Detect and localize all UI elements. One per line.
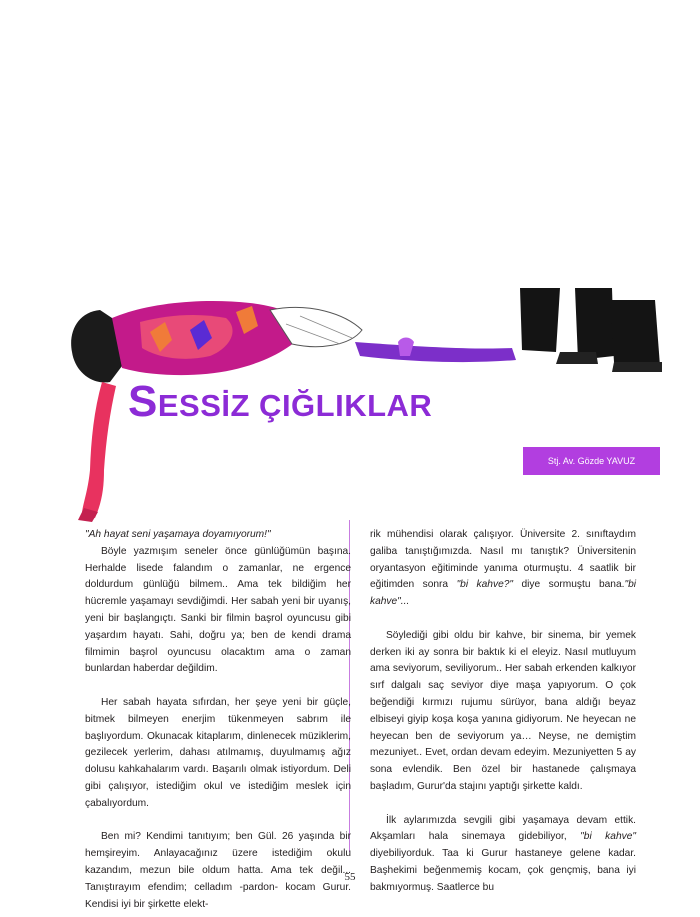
article-title-rest: ESSİZ ÇIĞLIKLAR bbox=[157, 388, 433, 423]
italic-phrase: "bi kahve"... bbox=[370, 579, 636, 608]
paragraph-text: rik mühendisi olarak çalışıyor. Üniversite 2. sınıftaydım galiba tanıştığımızda. Nasıl mı tanıştık? Üniversitenin oryantasyon eğitiminde yanıma oturmuştu. 4 saatlik bir eğitimden sonra bbox=[370, 529, 636, 591]
page-number: 55 bbox=[344, 871, 356, 883]
article-title bbox=[128, 377, 433, 426]
author-box bbox=[523, 447, 660, 475]
paragraph: Söylediği gibi oldu bir kahve, bir sinema, bir yemek derken iki ay sonra bir baktık ki el eleyiz. Nasıl mutluyum ama seviyorum, seviliyorum.. Her sabah erkenden kalkıyor sırf dalgalı saç seviyor diye maşa yapıyorum. O çok beğendiği kırmızı rujumu sürüyor, bana aldığı beyaz elbiseyi giyip koşa koşa yanına gidiyorum. Ne heyecan ne heyecan ben de seviyorum ya… Neyse, ne demiştim mezuniyet.. Evet, ordan devam edeyim. Mezuniyetten 5 ay sona evlendik. Ben özel bir hastanede çalışmaya başladım, Gurur'da stajını yaptığı şirkette kaldı. bbox=[370, 629, 636, 792]
author-name: Stj. Av. Gözde YAVUZ bbox=[547, 456, 636, 466]
left-column bbox=[85, 527, 351, 913]
paragraph-text: İlk aylarımızda sevgili gibi yaşamaya devam ettik. Akşamları hala sinemaya gidebiliyor, bbox=[370, 814, 636, 843]
paragraph: Her sabah hayata sıfırdan, her şeye yeni bir güçle, bitmek bilmeyen enerjim tükenmeyen sabrım ile başlıyordum. Okunacak kitaplarım, dinlenecek müziklerim, gezilecek yerlerim, dahası atılmamış, duyulmamış ağız dolusu kahkahalarım vardı. Başarılı olmak istiyordum. Deli gibi çalışıyor, istediğim okul ve istediğim meslek için çabalıyordum. bbox=[85, 696, 351, 809]
paragraph bbox=[370, 813, 636, 897]
paragraph: Böyle yazmışım seneler önce günlüğümün başına. Herhalde lisede falandım o zamanlar, ne ergence doldurdum günlüğü bilmem.. Ama tek bildiğim her hücremle yaşamayı sevdiğimdi. Her sabah yeni bir uyanış, yeni bir başlangıçtı. Sanki bir filmin başrol oyuncusu gibi yaşardım hayatı. Sahi, doğru ya; ben de kendi drama filmimin başrol oyuncusu olacaktım ama o zaman bunlardan haberdar değildim. bbox=[85, 545, 351, 675]
paragraph: Ben mi? Kendimi tanıtıyım; ben Gül. 26 yaşında bir hemşireyim. Anlayacağınız üzere istediğim okulu kazandım, mezun bile oldum hatta. Ama tek değil... Tanıştırayım efendim; celladım -pardon- kocam Gurur. Kendisi iyi bir şirkette elekt- bbox=[85, 831, 351, 910]
paragraph bbox=[370, 527, 636, 611]
paragraph-text: diye sormuştu bana. bbox=[521, 579, 625, 591]
woman-arm bbox=[78, 382, 116, 522]
opening-quote: "Ah hayat seni yaşamaya doyamıyorum!" bbox=[85, 529, 271, 540]
article-title-initial: S bbox=[128, 377, 158, 426]
man-legs bbox=[520, 288, 662, 372]
italic-phrase: "bi kahve" bbox=[580, 831, 636, 843]
paragraph-text: diyebiliyorduk. Taa ki Gurur hastaneye gelene kadar. Başhekimi beğenmemiş kocam, çok gençmiş, bana iyi bakmıyormuş. Saatlerce bu bbox=[370, 848, 636, 893]
italic-phrase: "bi kahve?" bbox=[456, 579, 514, 591]
woman-leg bbox=[355, 338, 516, 363]
right-column bbox=[370, 527, 636, 897]
